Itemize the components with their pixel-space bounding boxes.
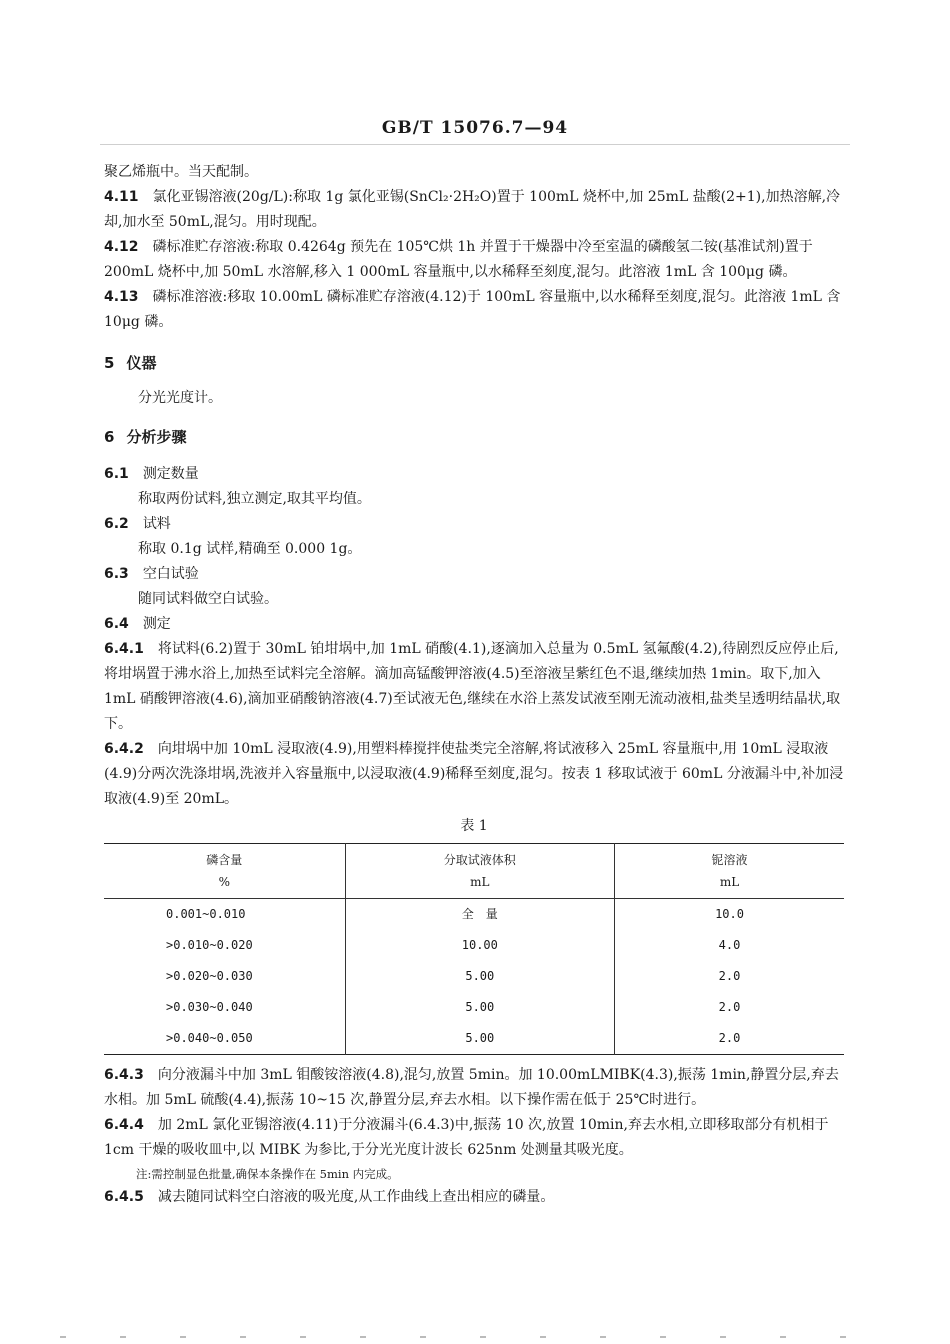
subsection-6-4 [104, 612, 844, 637]
subsection-title: 测定数量 [142, 466, 199, 482]
clause-4-13 [104, 285, 844, 335]
table-cell: 全 量 [345, 899, 614, 931]
section-title: 仪器 [126, 354, 157, 372]
clause-number: 4.12 [104, 239, 139, 255]
table-cell: 5.00 [345, 1023, 614, 1055]
clause-number: 6.4.3 [104, 1067, 144, 1083]
table-cell: 0.001~0.010 [166, 907, 246, 921]
clause-6-4-1 [104, 637, 844, 737]
table-cell: >0.040~0.050 [166, 1031, 253, 1045]
subsection-number: 6.2 [104, 516, 129, 532]
subsection-number: 6.4 [104, 616, 129, 632]
section-5-heading [104, 351, 844, 376]
table-cell: 2.0 [615, 1023, 844, 1055]
table-caption: 表 1 [460, 818, 488, 834]
note: 注:需控制显色批量,确保本条操作在 5min 内完成。 [136, 1167, 399, 1181]
clause-number: 4.13 [104, 289, 139, 305]
table-row [104, 961, 844, 992]
clause-text: 磷标准贮存溶液:称取 0.4264g 预先在 105℃烘 1h 并置于干燥器中冷至室温的磷酸氢二铵(基准试剂)置于 200mL 烧杯中,加 50mL 水溶解,移入 1 000mL 容量瓶中,以水稀释至刻度,混匀。此溶液 1mL 含 100μg 磷。 [104, 239, 813, 280]
table-1 [104, 843, 844, 1055]
header-label: 分取试液体积 [443, 853, 516, 867]
section-6-heading [104, 425, 844, 450]
clause-text: 减去随同试料空白溶液的吸光度,从工作曲线上查出相应的磷量。 [157, 1189, 555, 1205]
table-cell: >0.020~0.030 [166, 969, 253, 983]
subsection-title: 试料 [142, 516, 171, 532]
subsection-6-1-text: 称取两份试料,独立测定,取其平均值。 [138, 491, 371, 507]
clause-text: 磷标准溶液:移取 10.00mL 磷标准贮存溶液(4.12)于 100mL 容量瓶中,以水稀释至刻度,混匀。此溶液 1mL 含 10μg 磷。 [104, 289, 841, 330]
header-unit: mL [470, 875, 490, 889]
table-cell: 5.00 [345, 992, 614, 1023]
subsection-6-2 [104, 512, 844, 537]
table-cell: >0.010~0.020 [166, 938, 253, 952]
header-aliquot-volume [345, 844, 614, 899]
subsection-6-3 [104, 562, 844, 587]
header-unit: % [218, 875, 230, 889]
clause-number: 4.11 [104, 189, 139, 205]
header-label: 磷含量 [206, 853, 243, 867]
subsection-title: 空白试验 [142, 566, 199, 582]
table-cell: 10.00 [345, 930, 614, 961]
clause-6-4-3 [104, 1063, 844, 1113]
table-row [104, 992, 844, 1023]
header-rule [100, 144, 850, 145]
table-cell: 4.0 [615, 930, 844, 961]
subsection-number: 6.1 [104, 466, 129, 482]
paragraph-continuation: 聚乙烯瓶中。当天配制。 [104, 164, 258, 180]
section-title: 分析步骤 [126, 428, 187, 446]
clause-text: 向坩埚中加 10mL 浸取液(4.9),用塑料棒搅拌使盐类完全溶解,将试液移入 25mL 容量瓶中,用 10mL 浸取液(4.9)分两次洗涤坩埚,洗液并入容量瓶中,以浸取液(4.9)稀释至刻度,混匀。按表 1 移取试液于 60mL 分液漏斗中,补加浸取液(4.9)至 20mL。 [104, 741, 844, 807]
clause-6-4-4 [104, 1113, 844, 1163]
table-row [104, 899, 844, 931]
clause-4-12 [104, 235, 844, 285]
subsection-number: 6.3 [104, 566, 129, 582]
document-body [104, 160, 844, 1210]
clause-text: 将试料(6.2)置于 30mL 铂坩埚中,加 1mL 硝酸(4.1),逐滴加入总量为 0.5mL 氢氟酸(4.2),待剧烈反应停止后,将坩埚置于沸水浴上,加热至试料完全溶解。滴加高锰酸钾溶液(4.5)至溶液呈紫红色不退,继续加热 1min。取下,加入 1mL 硝酸钾溶液(4.6),滴加亚硝酸钠溶液(4.7)至试液无色,继续在水浴上蒸发试液至刚无流动液相,盐类呈透明结晶状,取下。 [104, 641, 841, 732]
clause-text: 加 2mL 氯化亚锡溶液(4.11)于分液漏斗(6.4.3)中,振荡 10 次,放置 10min,弃去水相,立即移取部分有机相于 1cm 干燥的吸收皿中,以 MIBK 为参比,于分光光度计波长 625nm 处测量其吸光度。 [104, 1117, 829, 1158]
clause-number: 6.4.4 [104, 1117, 144, 1133]
clause-6-4-5 [104, 1185, 844, 1210]
clause-text: 向分液漏斗中加 3mL 钼酸铵溶液(4.8),混匀,放置 5min。加 10.00mLMIBK(4.3),振荡 1min,静置分层,弃去水相。加 5mL 硫酸(4.4),振荡 10~15 次,静置分层,弃去水相。以下操作需在低于 25℃时进行。 [104, 1067, 839, 1108]
section-number: 5 [104, 354, 115, 372]
clause-number: 6.4.2 [104, 741, 144, 757]
header-unit: mL [719, 875, 740, 889]
scan-artifact-dots [60, 1336, 890, 1338]
clause-4-11 [104, 185, 844, 235]
table-cell: 5.00 [345, 961, 614, 992]
clause-number: 6.4.1 [104, 641, 144, 657]
table-cell: 10.0 [615, 899, 844, 931]
page-header: GB/T 15076.7—94 [381, 118, 569, 138]
subsection-6-1 [104, 462, 844, 487]
clause-text: 氯化亚锡溶液(20g/L):称取 1g 氯化亚锡(SnCl₂·2H₂O)置于 100mL 烧杯中,加 25mL 盐酸(2+1),加热溶解,冷却,加水至 50mL,混匀。用时现配。 [104, 189, 841, 230]
clause-number: 6.4.5 [104, 1189, 144, 1205]
table-cell: 2.0 [615, 961, 844, 992]
table-row [104, 930, 844, 961]
header-niobium-solution [615, 844, 844, 899]
subsection-6-3-text: 随同试料做空白试验。 [138, 591, 278, 607]
clause-6-4-2 [104, 737, 844, 812]
table-header-row [104, 844, 844, 899]
table-cell: >0.030~0.040 [166, 1000, 253, 1014]
subsection-6-2-text: 称取 0.1g 试样,精确至 0.000 1g。 [138, 541, 362, 557]
table-cell: 2.0 [615, 992, 844, 1023]
section-number: 6 [104, 428, 115, 446]
subsection-title: 测定 [142, 616, 171, 632]
header-label: 铌溶液 [711, 853, 748, 867]
header-phosphorus-content [104, 844, 345, 899]
section-5-text: 分光光度计。 [138, 390, 222, 406]
table-row [104, 1023, 844, 1055]
